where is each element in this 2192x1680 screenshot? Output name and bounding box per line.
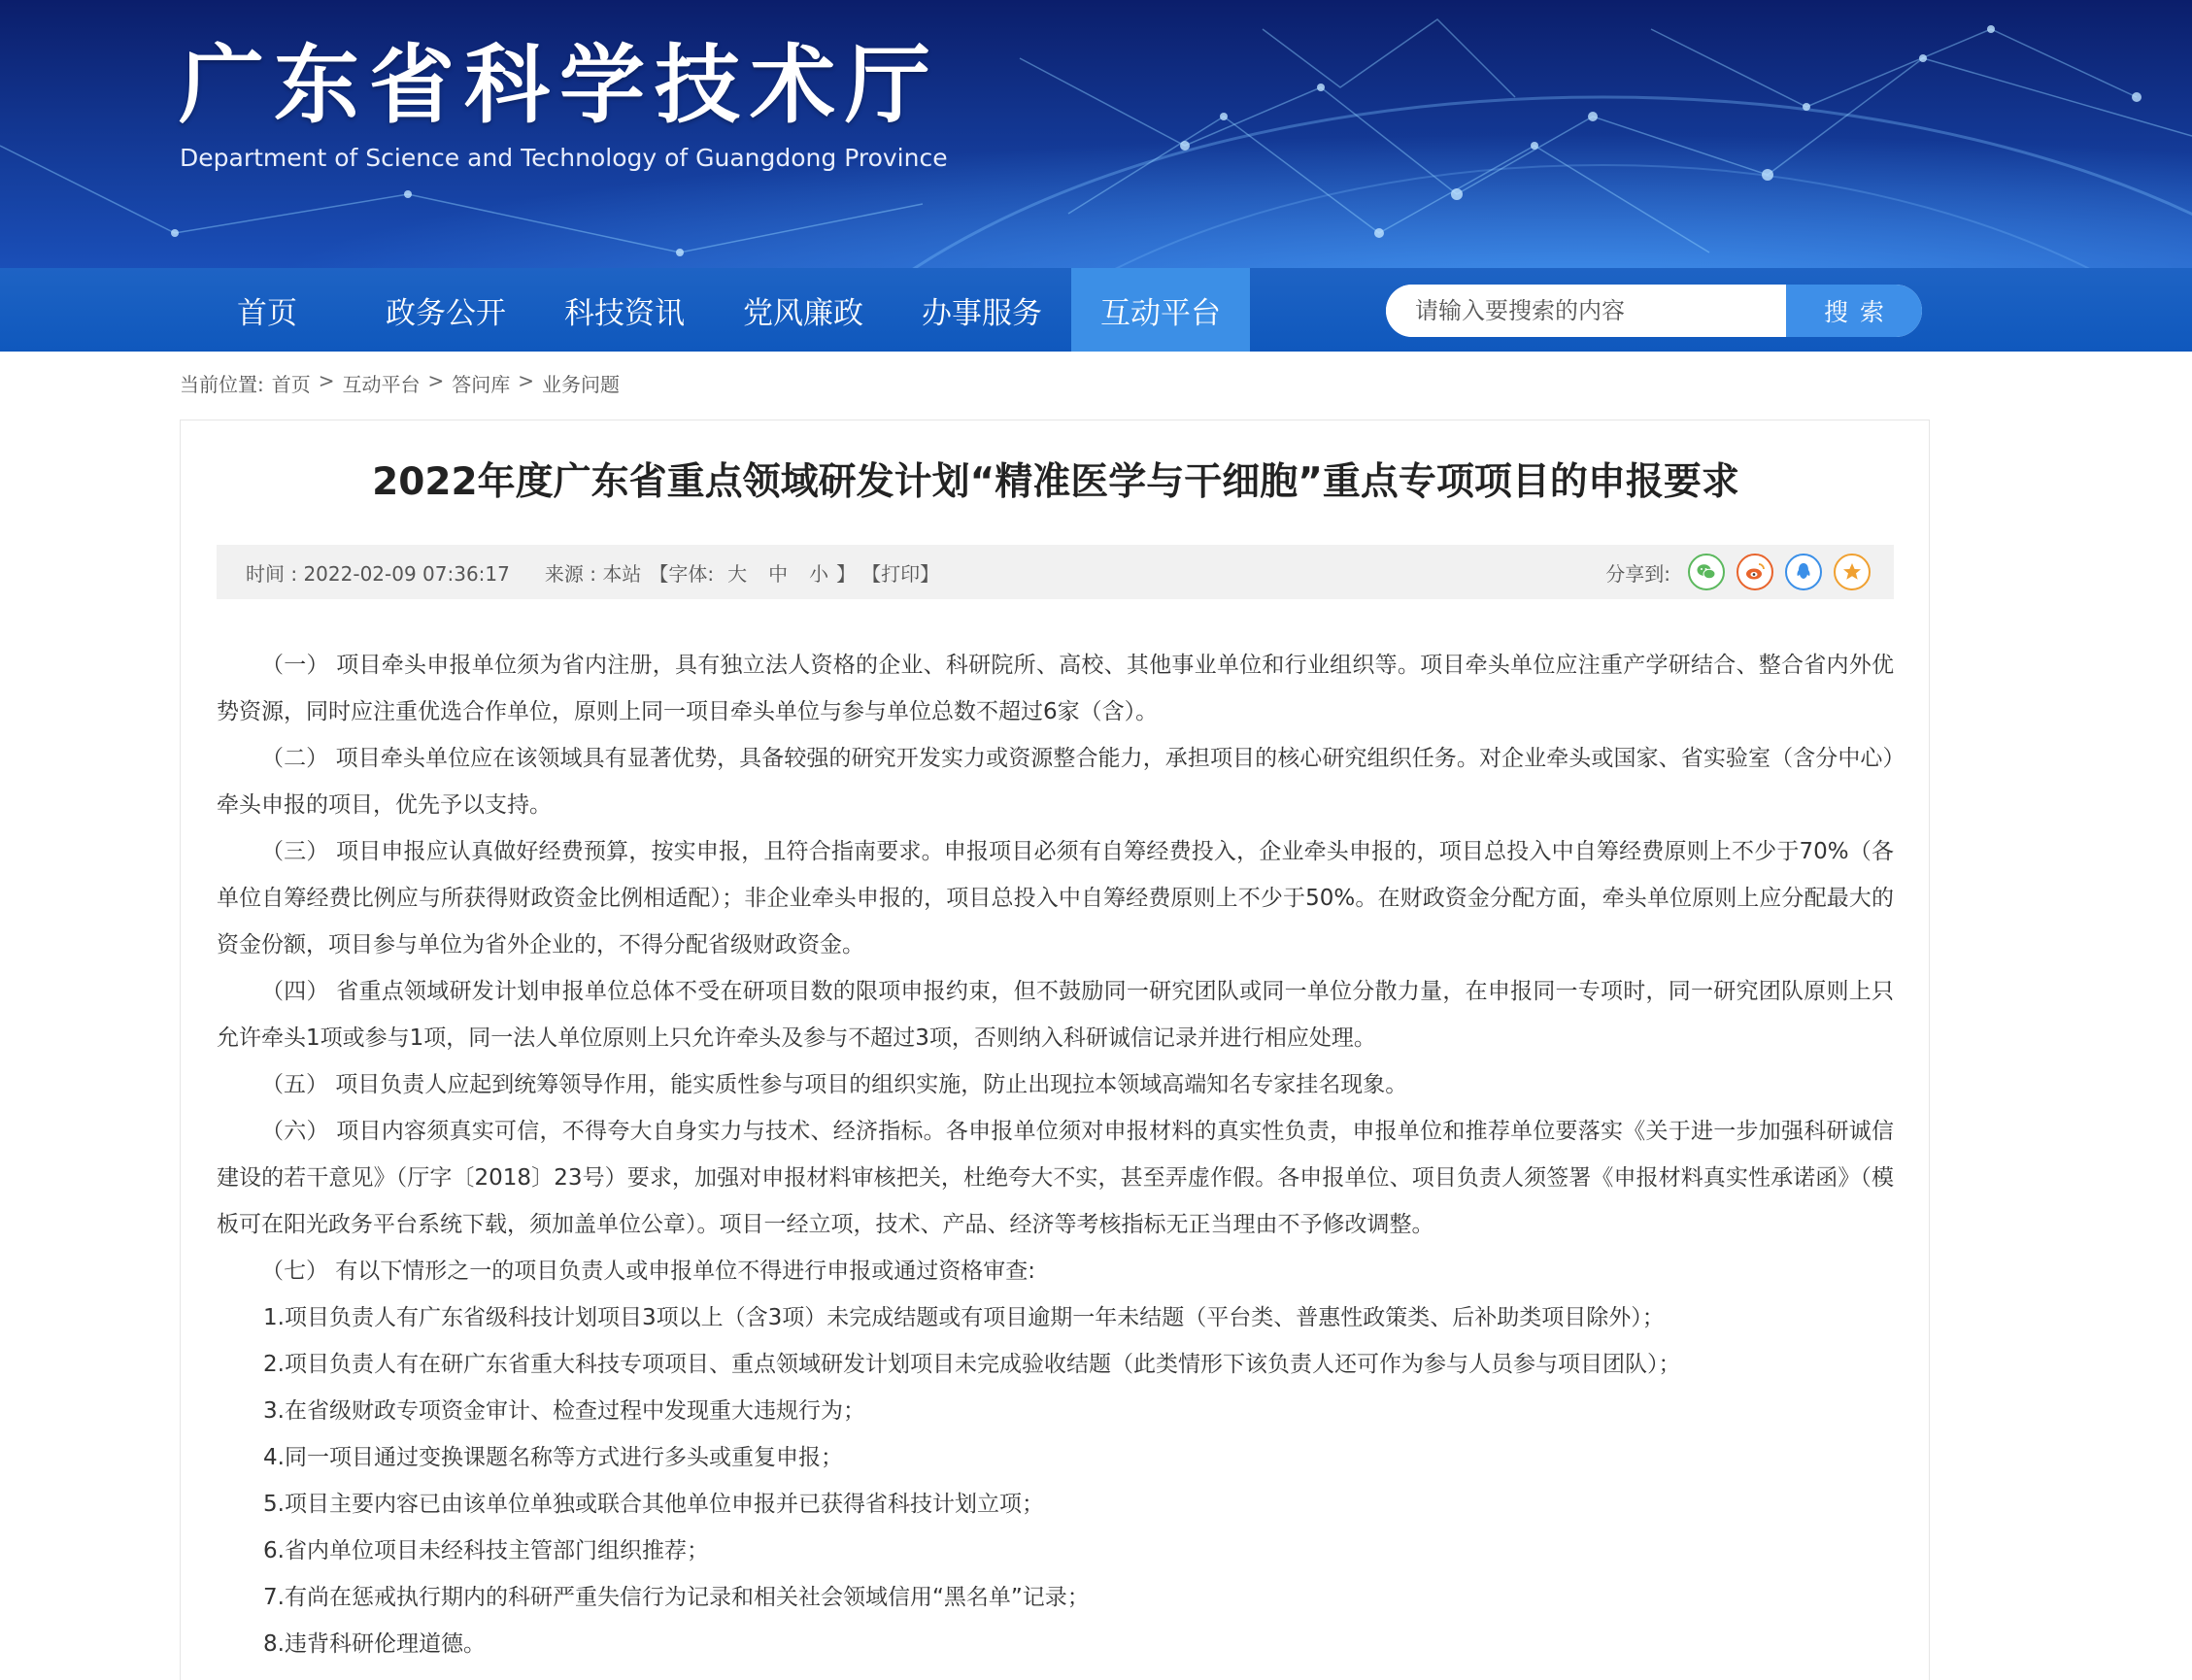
share-label: 分享到:: [1605, 561, 1670, 586]
breadcrumb-interaction[interactable]: 互动平台: [342, 373, 421, 396]
header-banner: [0, 0, 2192, 268]
article-paragraph: （五） 项目负责人应起到统筹领导作用，能实质性参与项目的组织实施，防止出现拉本领域高端知名专家挂名现象。: [261, 1072, 1408, 1097]
breadcrumb-home[interactable]: 首页: [271, 373, 311, 396]
nav-item-interaction[interactable]: 互动平台: [1071, 268, 1250, 352]
list-item: 3.在省级财政专项资金审计、检查过程中发现重大违规行为；: [263, 1398, 865, 1424]
font-size-controls: [720, 558, 836, 587]
search-button[interactable]: 搜索: [1786, 285, 1922, 337]
font-size-large[interactable]: 大: [727, 561, 748, 586]
article-paragraph: （一） 项目牵头申报单位须为省内注册，具有独立法人资格的企业、科研院所、高校、其他事业单位和行业组织等。项目牵头单位应注重产学研结合、整合省内外优势资源，同时应注重优选合作单位，原则上同一项目牵头单位与参与单位总数不超过6家（含）。: [217, 653, 1894, 724]
list-item: 2.项目负责人有在研广东省重大科技专项项目、重点领域研发计划项目未完成验收结题（此类情形下该负责人还可作为参与人员参与项目团队）；: [263, 1352, 1681, 1377]
nav-item-party-integrity[interactable]: 党风廉政: [743, 295, 863, 331]
breadcrumb-separator: >: [427, 369, 445, 392]
article-paragraph: （四） 省重点领域研发计划申报单位总体不受在研项目数的限项申报约束，但不鼓励同一研究团队或同一单位分散力量，在申报同一专项时，同一研究团队原则上只允许牵头1项或参与1项，同一法人单位原则上只允许牵头及参与不超过3项，否则纳入科研诚信记录并进行相应处理。: [217, 979, 1894, 1051]
favorite-icon[interactable]: [1834, 554, 1871, 590]
list-item: 8.违背科研伦理道德。: [263, 1631, 486, 1657]
search-box: [1386, 285, 1922, 337]
breadcrumb-qa-library[interactable]: 答问库: [452, 373, 511, 396]
main-nav: [0, 268, 2192, 352]
font-size-medium[interactable]: 中: [768, 561, 789, 586]
list-item: 7.有尚在惩戒执行期内的科研严重失信行为记录和相关社会领域信用“黑名单”记录；: [263, 1585, 1090, 1610]
font-size-label: 【字体:: [649, 561, 715, 586]
breadcrumb-business-questions[interactable]: 业务问题: [542, 373, 621, 396]
nav-item-home[interactable]: 首页: [237, 295, 297, 331]
article-meta-bar: [217, 545, 1894, 599]
list-item: 5.项目主要内容已由该单位单独或联合其他单位申报并已获得省科技计划立项；: [263, 1492, 1044, 1517]
wechat-icon[interactable]: [1688, 554, 1725, 590]
search-input[interactable]: [1386, 285, 1786, 337]
nav-item-government-affairs[interactable]: 政务公开: [386, 295, 506, 331]
list-item: 4.同一项目通过变换课题名称等方式进行多头或重复申报；: [263, 1445, 843, 1470]
qq-icon[interactable]: [1785, 554, 1822, 590]
font-size-label-close: 】: [836, 561, 857, 586]
print-link[interactable]: 【打印】: [861, 561, 940, 586]
article-paragraph: （六） 项目内容须真实可信，不得夸大自身实力与技术、经济指标。各申报单位须对申报材料的真实性负责，申报单位和推荐单位要落实《关于进一步加强科研诚信建设的若干意见》（厅字〔2018〕23号）要求，加强对申报材料审核把关，杜绝夸大不实，甚至弄虚作假。各申报单位、项目负责人须签署《申报材料真实性承诺函》（模板可在阳光政务平台系统下载，须加盖单位公章）。项目一经立项，技术、产品、经济等考核指标无正当理由不予修改调整。: [217, 1119, 1894, 1237]
list-item: 1.项目负责人有广东省级科技计划项目3项以上（含3项）未完成结题或有项目逾期一年未结题（平台类、普惠性政策类、后补助类项目除外）；: [263, 1305, 1665, 1330]
weibo-icon[interactable]: [1737, 554, 1773, 590]
list-item: 6.省内单位项目未经科技主管部门组织推荐；: [263, 1538, 709, 1563]
article-card: [180, 420, 1930, 1680]
article-paragraph: （三） 项目申报应认真做好经费预算，按实申报，且符合指南要求。申报项目必须有自筹经费投入，企业牵头申报的，项目总投入中自筹经费原则上不少于70%（各单位自筹经费比例应与所获得财政资金比例相适配）；非企业牵头申报的，项目总投入中自筹经费原则上不少于50%。在财政资金分配方面，牵头单位原则上应分配最大的资金份额，项目参与单位为省外企业的，不得分配省级财政资金。: [217, 839, 1894, 958]
share-bar: [1605, 554, 1871, 590]
breadcrumb: [180, 369, 620, 397]
nav-item-services[interactable]: 办事服务: [922, 295, 1042, 331]
breadcrumb-separator: >: [518, 369, 535, 392]
article-body: [217, 642, 1894, 1667]
article-title: 2022年度广东省重点领域研发计划“精准医学与干细胞”重点专项项目的申报要求: [372, 460, 1739, 504]
article-paragraph: （七） 有以下情形之一的项目负责人或申报单位不得进行申报或通过资格审查:: [261, 1259, 1036, 1284]
breadcrumb-separator: >: [318, 369, 335, 392]
article-source: 来源 : 本站: [544, 561, 642, 586]
publish-time: 时间 : 2022-02-09 07:36:17: [246, 561, 510, 586]
font-size-small[interactable]: 小: [809, 561, 829, 586]
breadcrumb-prefix: 当前位置:: [180, 373, 264, 396]
site-subtitle: Department of Science and Technology of Guangdong Province: [180, 144, 948, 172]
nav-item-tech-news[interactable]: 科技资讯: [564, 295, 685, 331]
article-paragraph: （二） 项目牵头单位应在该领域具有显著优势，具备较强的研究开发实力或资源整合能力，承担项目的核心研究组织任务。对企业牵头或国家、省实验室（含分中心）牵头申报的项目，优先予以支持。: [217, 746, 1894, 818]
site-title: 广东省科学技术厅: [179, 35, 941, 135]
